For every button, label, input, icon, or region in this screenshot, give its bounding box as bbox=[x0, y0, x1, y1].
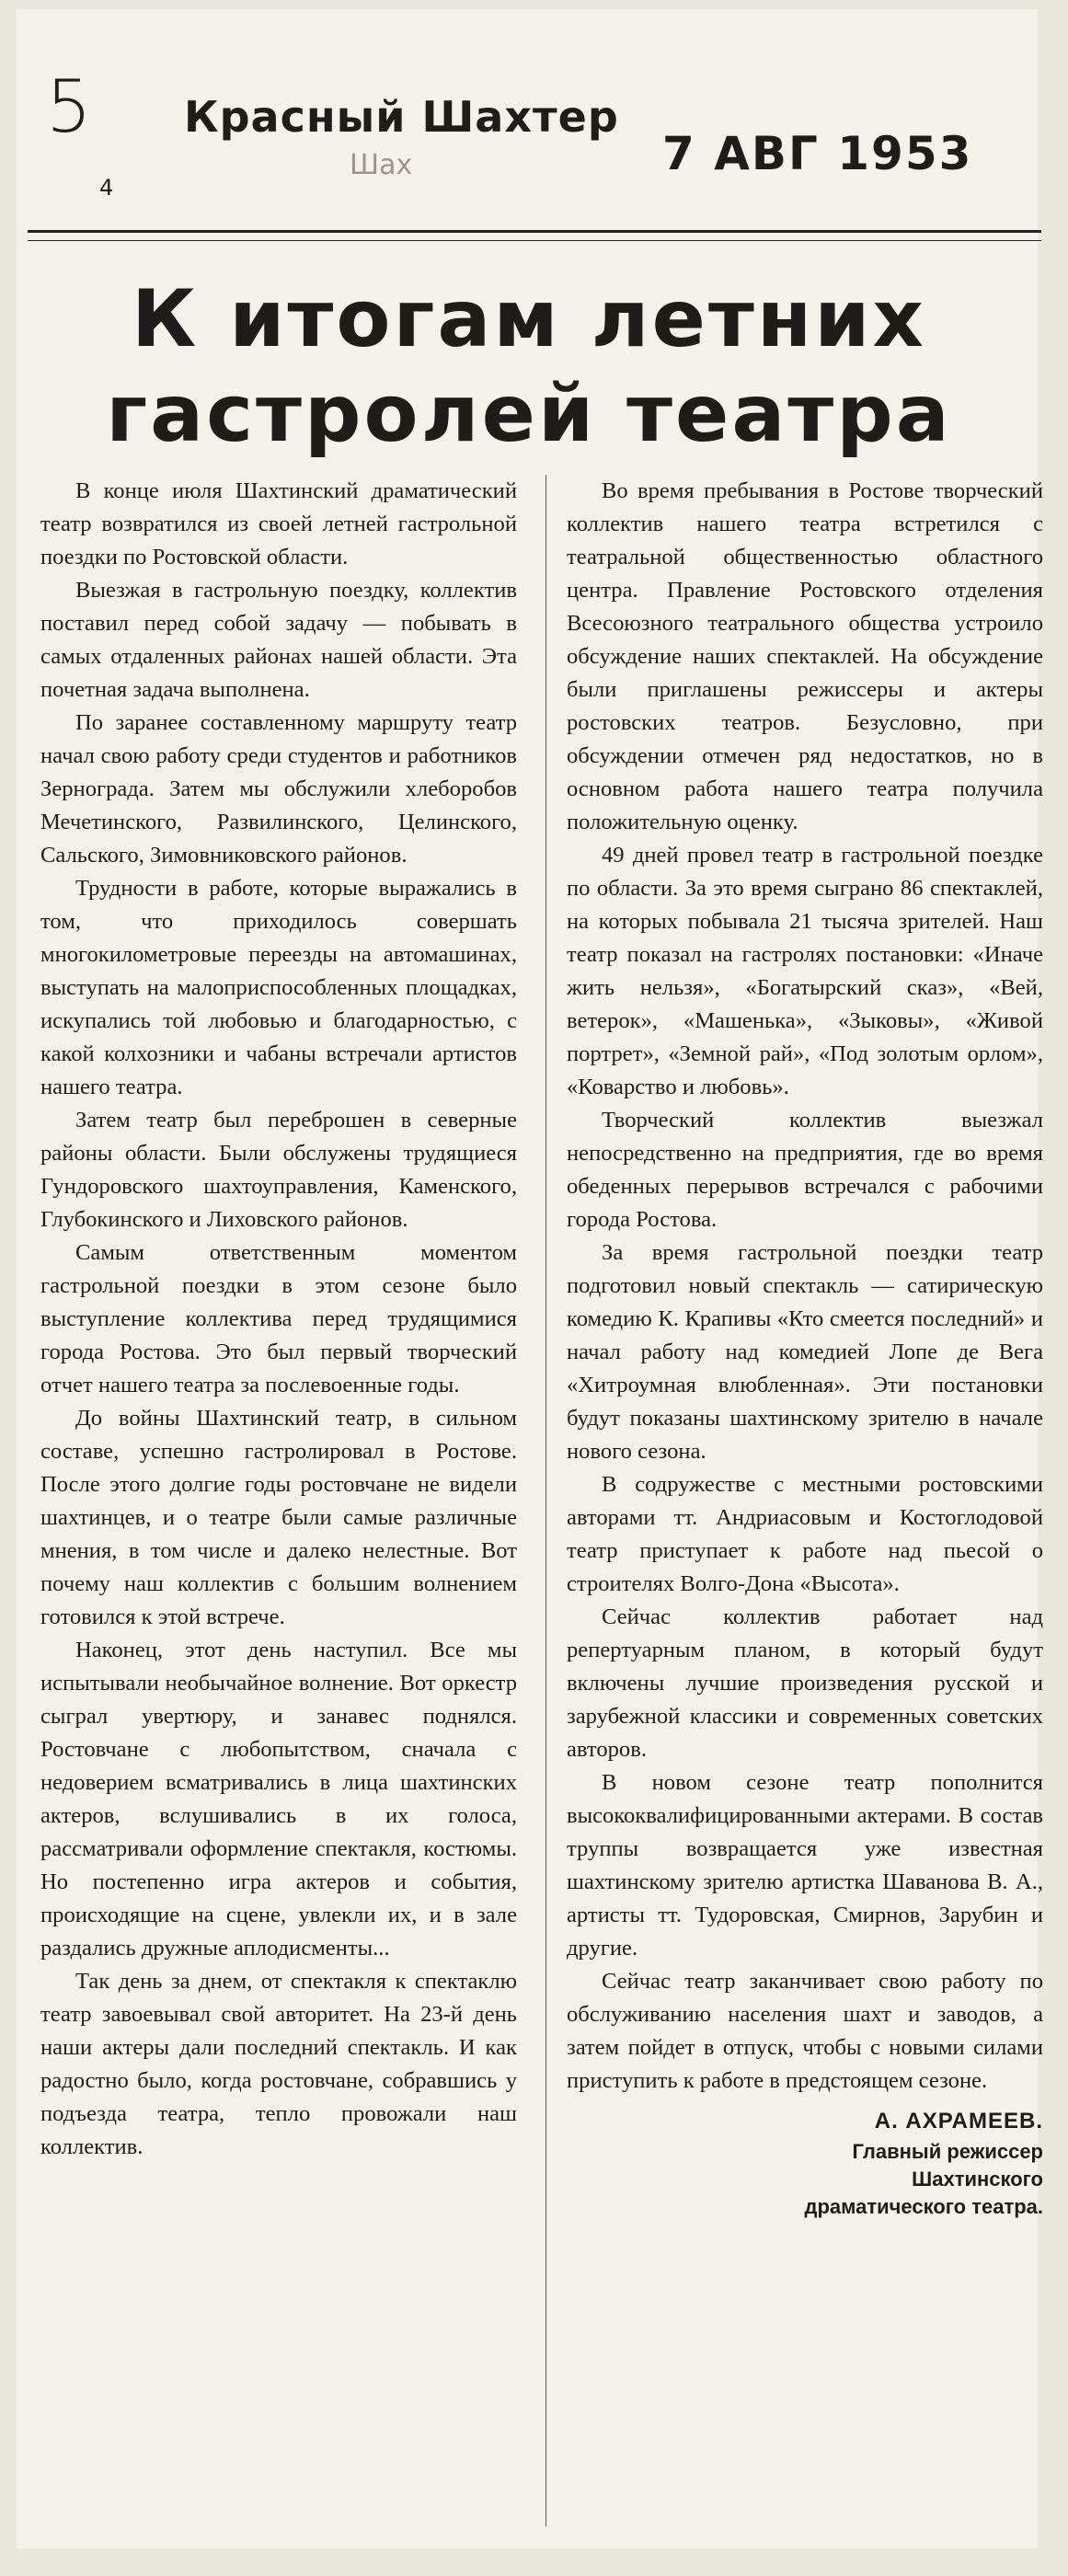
paragraph: Трудности в работе, которые выражались в том, что приходилось совершать многокилометровые переезды на автомашинах, выступать на малоприспособленных площадках, искупались той любовью и благодарностью, с какой колхозники и чабаны встречали артистов нашего театра. bbox=[40, 876, 517, 1099]
page-number: 5 bbox=[46, 66, 92, 149]
paragraph: В конце июля Шахтинский драматический театр возвратился из своей летней гастрольной поездки по Ростовской области. bbox=[40, 478, 517, 569]
paragraph: Сейчас коллектив работает над репертуарным планом, в который будут включены лучшие произведения русской и зарубежной классики и современных советских авторов. bbox=[567, 1604, 1043, 1762]
paragraph: В содружестве с местными ростовскими авторами тт. Андриасовым и Костоглодовой театр приступает к работе над пьесой о строителях Волго-Дона «Высота». bbox=[567, 1472, 1043, 1596]
right-column bbox=[567, 475, 1043, 2221]
paragraph: По заранее составленному маршруту театр начал свою работу среди студентов и работников Зернограда. Затем мы обслужили хлеборобов Мечетинского, Развилинского, Целинского, Сальского, Зимовниковского районов. bbox=[40, 710, 517, 868]
author-role-line-1: Главный режиссер bbox=[852, 2140, 1043, 2163]
author-name: А. АХРАМЕЕВ. bbox=[874, 2109, 1043, 2133]
paragraph: Творческий коллектив выезжал непосредственно на предприятия, где во время обеденных перерывов встречался с рабочими города Ростова. bbox=[567, 1108, 1043, 1232]
paragraph: Наконец, этот день наступил. Все мы испытывали необычайное волнение. Вот оркестр сыграл увертюру, и занавес поднялся. Ростовчане с любопытством, сначала с недоверием всматривались в лица шахтинских актеров, вслушивались в их голоса, рассматривали оформление спектакля, костюмы. Но постепенно игра актеров и события, происходящие на сцене, увлекли их, и в зале раздались дружные аплодисменты... bbox=[40, 1638, 517, 1961]
author-role-line-2: Шахтинского bbox=[912, 2168, 1043, 2191]
paragraph: До войны Шахтинский театр, в сильном составе, успешно гастролировал в Ростове. После этого долгие годы ростовчане не видели шахтинцев, и о театре были самые различные мнения, в том числе и далеко нелестные. Вот почему наш коллектив с большим волнением готовился к этой встрече. bbox=[40, 1406, 517, 1629]
paragraph: За время гастрольной поездки театр подготовил новый спектакль — сатирическую комедию К. Крапивы «Кто смеется последний» и начал работу над комедией Лопе де Вега «Хитроумная влюбленная». Эти постановки будут показаны шахтинскому зрителю в начале нового сезона. bbox=[567, 1240, 1043, 1464]
paragraph: Затем театр был переброшен в северные районы области. Были обслужены трудящиеся Гундоровского шахтоуправления, Каменского, Глубокинского и Лиховского районов. bbox=[40, 1108, 517, 1232]
newspaper-name: Красный Шахтер bbox=[184, 92, 619, 142]
header-rule bbox=[28, 230, 1041, 241]
page-number-sub: 4 bbox=[99, 175, 114, 201]
paragraph: Самым ответственным моментом гастрольной поездки в этом сезоне было выступление коллектива перед трудящимися города Ростова. Это был первый творческий отчет нашего театра за послевоенные годы. bbox=[40, 1240, 517, 1397]
left-column bbox=[40, 475, 517, 2164]
column-divider bbox=[545, 475, 546, 2526]
paragraph: В новом сезоне театр пополнится высококвалифицированными актерами. В состав труппы возвращается уже известная шахтинскому зрителю артистка Шаванова В. А., артисты тт. Тудоровская, Смирнов, Зарубин и другие. bbox=[567, 1770, 1043, 1961]
headline-line-1: К итогам летних bbox=[132, 273, 926, 365]
paragraph: Сейчас театр заканчивает свою работу по обслуживанию населения шахт и заводов, а затем пойдет в отпуск, чтобы с новыми силами приступить к работе в предстоящем сезоне. bbox=[567, 1969, 1043, 2093]
author-role-line-3: драматического театра. bbox=[804, 2195, 1043, 2218]
headline-line-2: гастролей театра bbox=[106, 368, 952, 460]
paragraph: Так день за днем, от спектакля к спектаклю театр завоевывал свой авторитет. На 23-й день наши актеры дали последний спектакль. И как радостно было, когда ростовчане, собравшись у подъезда театра, тепло провожали наш коллектив. bbox=[40, 1969, 517, 2159]
stamp-date: 7 АВГ 1953 bbox=[662, 127, 973, 180]
paragraph: 49 дней провел театр в гастрольной поездке по области. За это время сыграно 86 спектаклей, на которых побывала 21 тысяча зрителей. Наш театр показал на гастролях постановки: «Иначе жить нельзя», «Богатырский сказ», «Вей, ветерок», «Машенька», «Зыковы», «Живой портрет», «Земной рай», «Под золотым орлом», «Коварство и любовь». bbox=[567, 843, 1043, 1099]
article-headline bbox=[37, 272, 1021, 462]
paragraph: Выезжая в гастрольную поездку, коллектив поставил перед собой задачу — побывать в самых отдаленных районах нашей области. Эта почетная задача выполнена. bbox=[40, 578, 517, 702]
newspaper-city: Шах bbox=[350, 149, 413, 181]
paragraph: Во время пребывания в Ростове творческий коллектив нашего театра встретился с театральной общественностью областного центра. Правление Ростовского отделения Всесоюзного театрального общества устроило обсуждение наших спектаклей. На обсуждение были приглашены режиссеры и актеры ростовских театров. Безусловно, при обсуждении отмечен ряд недостатков, но в основном работа нашего театра получила положительную оценку. bbox=[567, 478, 1043, 834]
